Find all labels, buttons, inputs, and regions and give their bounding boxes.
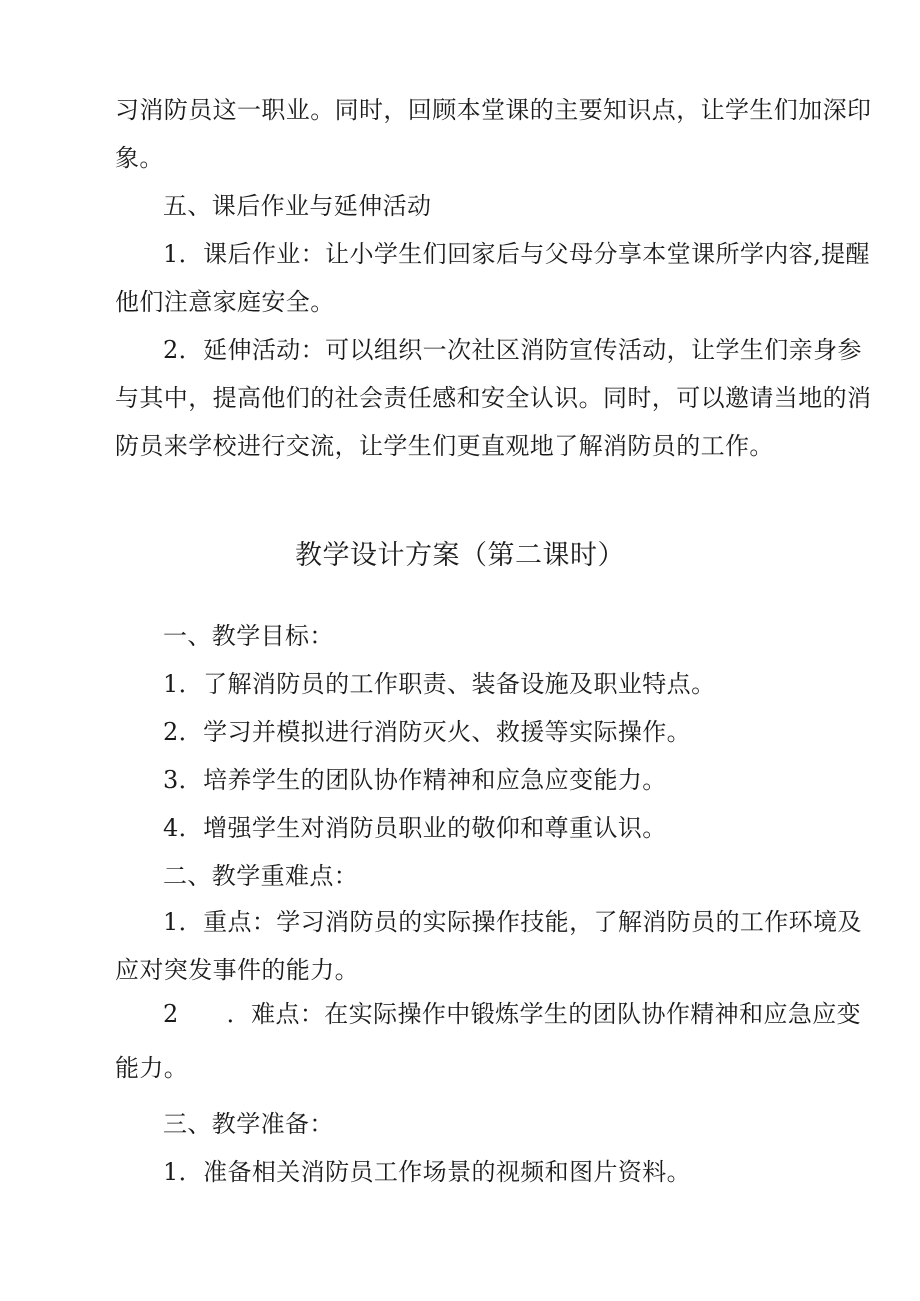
homework-item: 1．课后作业：让小学生们回家后与父母分享本堂课所学内容,提醒 [163, 240, 870, 268]
keypoint-item-continued: 应对突发事件的能力。 [115, 956, 359, 984]
document-title: 教学设计方案（第二课时） [295, 540, 625, 571]
section-heading-goals: 一、教学目标： [163, 622, 334, 650]
difficulty-text: ．难点：在实际操作中锻炼学生的团队协作精神和应急应变 [226, 1000, 862, 1028]
extension-item: 2．延伸活动：可以组织一次社区消防宣传活动，让学生们亲身参 [163, 336, 862, 364]
section-heading-prep: 三、教学准备： [163, 1110, 334, 1138]
goal-item: 4．增强学生对消防员职业的敬仰和尊重认识。 [163, 814, 667, 842]
prep-item: 1．准备相关消防员工作场景的视频和图片资料。 [163, 1158, 692, 1186]
goal-item: 2．学习并模拟进行消防灭火、救援等实际操作。 [163, 718, 692, 746]
extension-item-continued: 与其中，提高他们的社会责任感和安全认识。同时，可以邀请当地的消 [115, 384, 872, 412]
difficulty-item [163, 998, 861, 1030]
goal-item: 1．了解消防员的工作职责、装备设施及职业特点。 [163, 670, 716, 698]
goal-item: 3．培养学生的团队协作精神和应急应变能力。 [163, 766, 667, 794]
paragraph-line: 习消防员这一职业。同时，回顾本堂课的主要知识点，让学生们加深印 [115, 96, 872, 124]
section-heading-keypoints: 二、教学重难点： [163, 862, 359, 890]
extension-item-continued: 防员来学校进行交流，让学生们更直观地了解消防员的工作。 [115, 432, 774, 460]
difficulty-item-continued: 能力。 [115, 1054, 189, 1082]
section-heading-homework: 五、课后作业与延伸活动 [163, 192, 432, 220]
homework-item-continued: 他们注意家庭安全。 [115, 288, 335, 316]
difficulty-number: 2 [163, 1000, 179, 1028]
paragraph-line: 象。 [115, 144, 164, 172]
keypoint-item: 1．重点：学习消防员的实际操作技能，了解消防员的工作环境及 [163, 908, 862, 936]
